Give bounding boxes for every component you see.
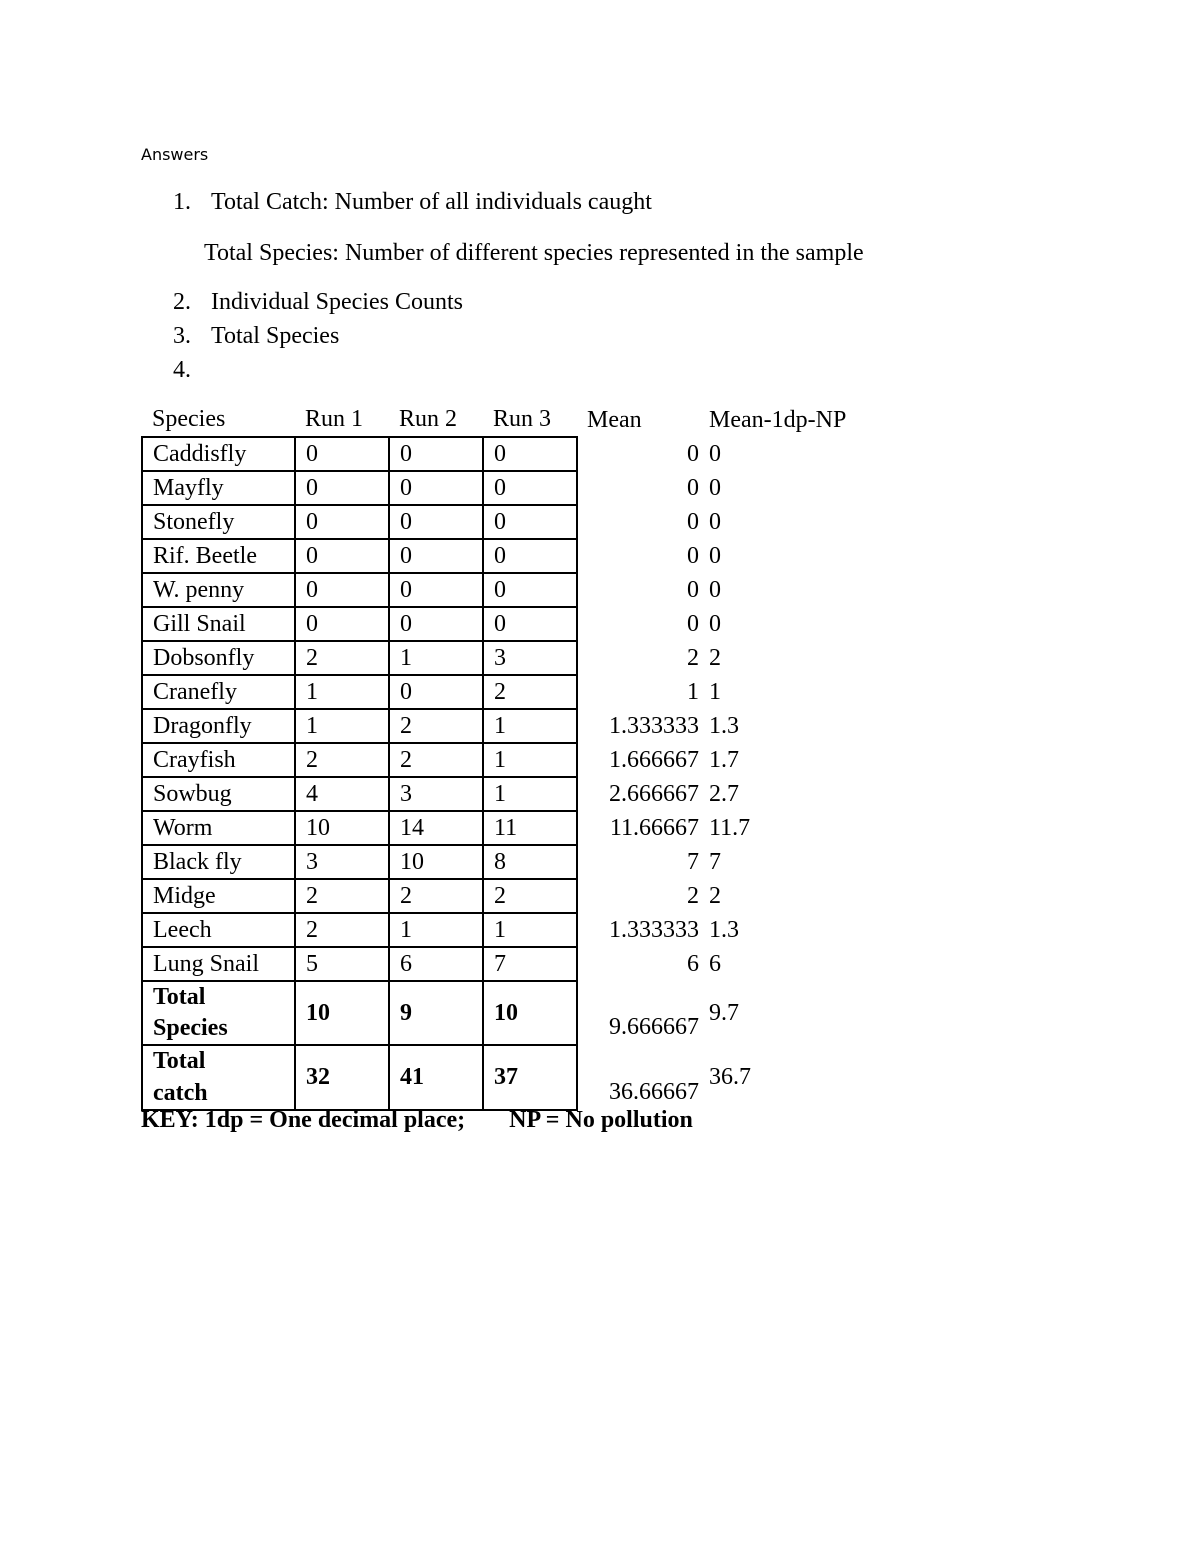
species-name: Stonefly bbox=[142, 505, 295, 539]
run-1-value: 2 bbox=[295, 641, 389, 675]
answer-item-4 bbox=[173, 358, 211, 382]
mean-1dp-np-value: 2.7 bbox=[709, 780, 739, 807]
run-2-value: 2 bbox=[389, 743, 483, 777]
mean-1dp-np-value: 0 bbox=[709, 610, 721, 637]
table-key bbox=[141, 1107, 693, 1134]
species-name: Cranefly bbox=[142, 675, 295, 709]
run-2-value: 0 bbox=[389, 471, 483, 505]
mean-value: 7 bbox=[577, 845, 699, 879]
species-name: Dobsonfly bbox=[142, 641, 295, 675]
mean-value: 2 bbox=[577, 641, 699, 675]
run-2-value: 0 bbox=[389, 539, 483, 573]
run-3-value: 1 bbox=[483, 709, 577, 743]
item-text: Individual Species Counts bbox=[211, 289, 463, 315]
total-label: Total catch bbox=[142, 1045, 295, 1109]
key-dp: KEY: 1dp = One decimal place; bbox=[141, 1107, 466, 1133]
item-number: 1. bbox=[173, 189, 191, 215]
run-3-value: 8 bbox=[483, 845, 577, 879]
run-3-value: 0 bbox=[483, 471, 577, 505]
mean-value: 1.666667 bbox=[577, 743, 699, 777]
mean-value: 0 bbox=[577, 607, 699, 641]
key-np: NP = No pollution bbox=[509, 1107, 693, 1133]
mean-1dp-np-value: 0 bbox=[709, 440, 721, 467]
run-1-value: 0 bbox=[295, 437, 389, 471]
mean-1dp-np-value: 0 bbox=[709, 542, 721, 569]
item-text: Total Catch: Number of all individuals caught bbox=[211, 189, 652, 215]
run-1-value: 0 bbox=[295, 471, 389, 505]
mean-1dp-np-value: 1.7 bbox=[709, 746, 739, 773]
species-name: Sowbug bbox=[142, 777, 295, 811]
run-3-value: 1 bbox=[483, 913, 577, 947]
total-run-3: 37 bbox=[483, 1045, 577, 1109]
species-name: Caddisfly bbox=[142, 437, 295, 471]
run-1-value: 2 bbox=[295, 879, 389, 913]
run-2-value: 2 bbox=[389, 879, 483, 913]
run-1-value: 3 bbox=[295, 845, 389, 879]
item-text: Total Species bbox=[211, 323, 340, 349]
mean-value: 1 bbox=[577, 675, 699, 709]
item-number: 4. bbox=[173, 357, 191, 383]
run-3-value: 0 bbox=[483, 607, 577, 641]
run-1-value: 0 bbox=[295, 539, 389, 573]
species-name: Gill Snail bbox=[142, 607, 295, 641]
page-label: Answers bbox=[141, 145, 209, 164]
total-run-3: 10 bbox=[483, 981, 577, 1045]
species-name: Crayfish bbox=[142, 743, 295, 777]
run-1-value: 0 bbox=[295, 607, 389, 641]
total-run-1: 10 bbox=[295, 981, 389, 1045]
run-3-value: 0 bbox=[483, 573, 577, 607]
total-run-2: 41 bbox=[389, 1045, 483, 1109]
mean-1dp-np-value: 1.3 bbox=[709, 712, 739, 739]
table-row bbox=[142, 573, 869, 607]
mean-1dp-np-value: 0 bbox=[709, 474, 721, 501]
run-1-value: 1 bbox=[295, 675, 389, 709]
species-table-wrapper bbox=[141, 403, 870, 1111]
run-1-value: 2 bbox=[295, 913, 389, 947]
answer-item-2 bbox=[173, 290, 463, 314]
run-2-value: 0 bbox=[389, 607, 483, 641]
run-3-value: 0 bbox=[483, 505, 577, 539]
mean-value: 0 bbox=[577, 471, 699, 505]
total-label: Total Species bbox=[142, 981, 295, 1045]
species-name: Mayfly bbox=[142, 471, 295, 505]
mean-value: 0 bbox=[577, 437, 699, 471]
run-1-value: 1 bbox=[295, 709, 389, 743]
run-2-value: 2 bbox=[389, 709, 483, 743]
mean-1dp-np-value: 1 bbox=[709, 678, 721, 705]
mean-1dp-np-value: 7 bbox=[709, 848, 721, 875]
run-3-value: 7 bbox=[483, 947, 577, 981]
table-header-row bbox=[142, 403, 869, 437]
run-2-value: 1 bbox=[389, 913, 483, 947]
total-run-1: 32 bbox=[295, 1045, 389, 1109]
table-row bbox=[142, 879, 869, 913]
answer-item-1 bbox=[173, 190, 652, 214]
run-2-value: 0 bbox=[389, 573, 483, 607]
mean-value: 11.66667 bbox=[577, 811, 699, 845]
run-1-value: 0 bbox=[295, 505, 389, 539]
mean-1dp-np-value: 6 bbox=[709, 950, 721, 977]
run-2-value: 0 bbox=[389, 675, 483, 709]
header-run-2: Run 2 bbox=[399, 406, 458, 432]
total-mean: 9.666667 bbox=[577, 981, 699, 1045]
run-3-value: 2 bbox=[483, 879, 577, 913]
mean-1dp-np-value: 2 bbox=[709, 644, 721, 671]
run-2-value: 3 bbox=[389, 777, 483, 811]
total-mean: 36.66667 bbox=[577, 1045, 699, 1109]
table-row bbox=[142, 845, 869, 879]
run-1-value: 5 bbox=[295, 947, 389, 981]
total-mean-1dp-np: 36.7 bbox=[709, 1063, 751, 1090]
total-mean-1dp-np: 9.7 bbox=[709, 999, 739, 1026]
table-row bbox=[142, 505, 869, 539]
mean-value: 1.333333 bbox=[577, 913, 699, 947]
run-3-value: 1 bbox=[483, 777, 577, 811]
table-row bbox=[142, 709, 869, 743]
table-body bbox=[142, 437, 869, 1110]
table-row bbox=[142, 811, 869, 845]
species-name: Leech bbox=[142, 913, 295, 947]
species-count-table bbox=[141, 403, 870, 1111]
table-row bbox=[142, 947, 869, 981]
run-3-value: 2 bbox=[483, 675, 577, 709]
run-2-value: 6 bbox=[389, 947, 483, 981]
mean-1dp-np-value: 11.7 bbox=[709, 814, 751, 841]
mean-value: 0 bbox=[577, 539, 699, 573]
species-name: Lung Snail bbox=[142, 947, 295, 981]
species-name: Rif. Beetle bbox=[142, 539, 295, 573]
run-2-value: 10 bbox=[389, 845, 483, 879]
species-name: Black fly bbox=[142, 845, 295, 879]
mean-1dp-np-value: 0 bbox=[709, 508, 721, 535]
header-mean-1dp-np: Mean-1dp-NP bbox=[709, 406, 847, 433]
table-row bbox=[142, 471, 869, 505]
run-3-value: 3 bbox=[483, 641, 577, 675]
run-2-value: 0 bbox=[389, 505, 483, 539]
mean-value: 6 bbox=[577, 947, 699, 981]
mean-1dp-np-value: 2 bbox=[709, 882, 721, 909]
run-1-value: 2 bbox=[295, 743, 389, 777]
total-run-2: 9 bbox=[389, 981, 483, 1045]
table-row-total-species bbox=[142, 981, 869, 1045]
run-2-value: 14 bbox=[389, 811, 483, 845]
run-1-value: 10 bbox=[295, 811, 389, 845]
table-row bbox=[142, 675, 869, 709]
header-run-1: Run 1 bbox=[305, 406, 364, 432]
run-3-value: 1 bbox=[483, 743, 577, 777]
mean-value: 2.666667 bbox=[577, 777, 699, 811]
run-2-value: 1 bbox=[389, 641, 483, 675]
table-row bbox=[142, 437, 869, 471]
header-run-3: Run 3 bbox=[493, 406, 552, 432]
table-row bbox=[142, 743, 869, 777]
answer-item-3 bbox=[173, 324, 339, 348]
mean-1dp-np-value: 1.3 bbox=[709, 916, 739, 943]
run-3-value: 11 bbox=[483, 811, 577, 845]
item-number: 3. bbox=[173, 323, 191, 349]
species-name: Midge bbox=[142, 879, 295, 913]
table-row bbox=[142, 607, 869, 641]
mean-value: 1.333333 bbox=[577, 709, 699, 743]
run-1-value: 4 bbox=[295, 777, 389, 811]
run-3-value: 0 bbox=[483, 437, 577, 471]
table-row bbox=[142, 539, 869, 573]
table-row bbox=[142, 641, 869, 675]
run-1-value: 0 bbox=[295, 573, 389, 607]
header-species: Species bbox=[152, 406, 226, 432]
item-number: 2. bbox=[173, 289, 191, 315]
table-row bbox=[142, 777, 869, 811]
mean-value: 0 bbox=[577, 573, 699, 607]
mean-1dp-np-value: 0 bbox=[709, 576, 721, 603]
run-2-value: 0 bbox=[389, 437, 483, 471]
answer-item-1-continuation: Total Species: Number of different species represented in the sample bbox=[204, 240, 864, 266]
table-row bbox=[142, 913, 869, 947]
mean-value: 2 bbox=[577, 879, 699, 913]
table-row-total-catch bbox=[142, 1045, 869, 1109]
species-name: W. penny bbox=[142, 573, 295, 607]
mean-value: 0 bbox=[577, 505, 699, 539]
run-3-value: 0 bbox=[483, 539, 577, 573]
species-name: Worm bbox=[142, 811, 295, 845]
species-name: Dragonfly bbox=[142, 709, 295, 743]
header-mean: Mean bbox=[587, 406, 642, 433]
